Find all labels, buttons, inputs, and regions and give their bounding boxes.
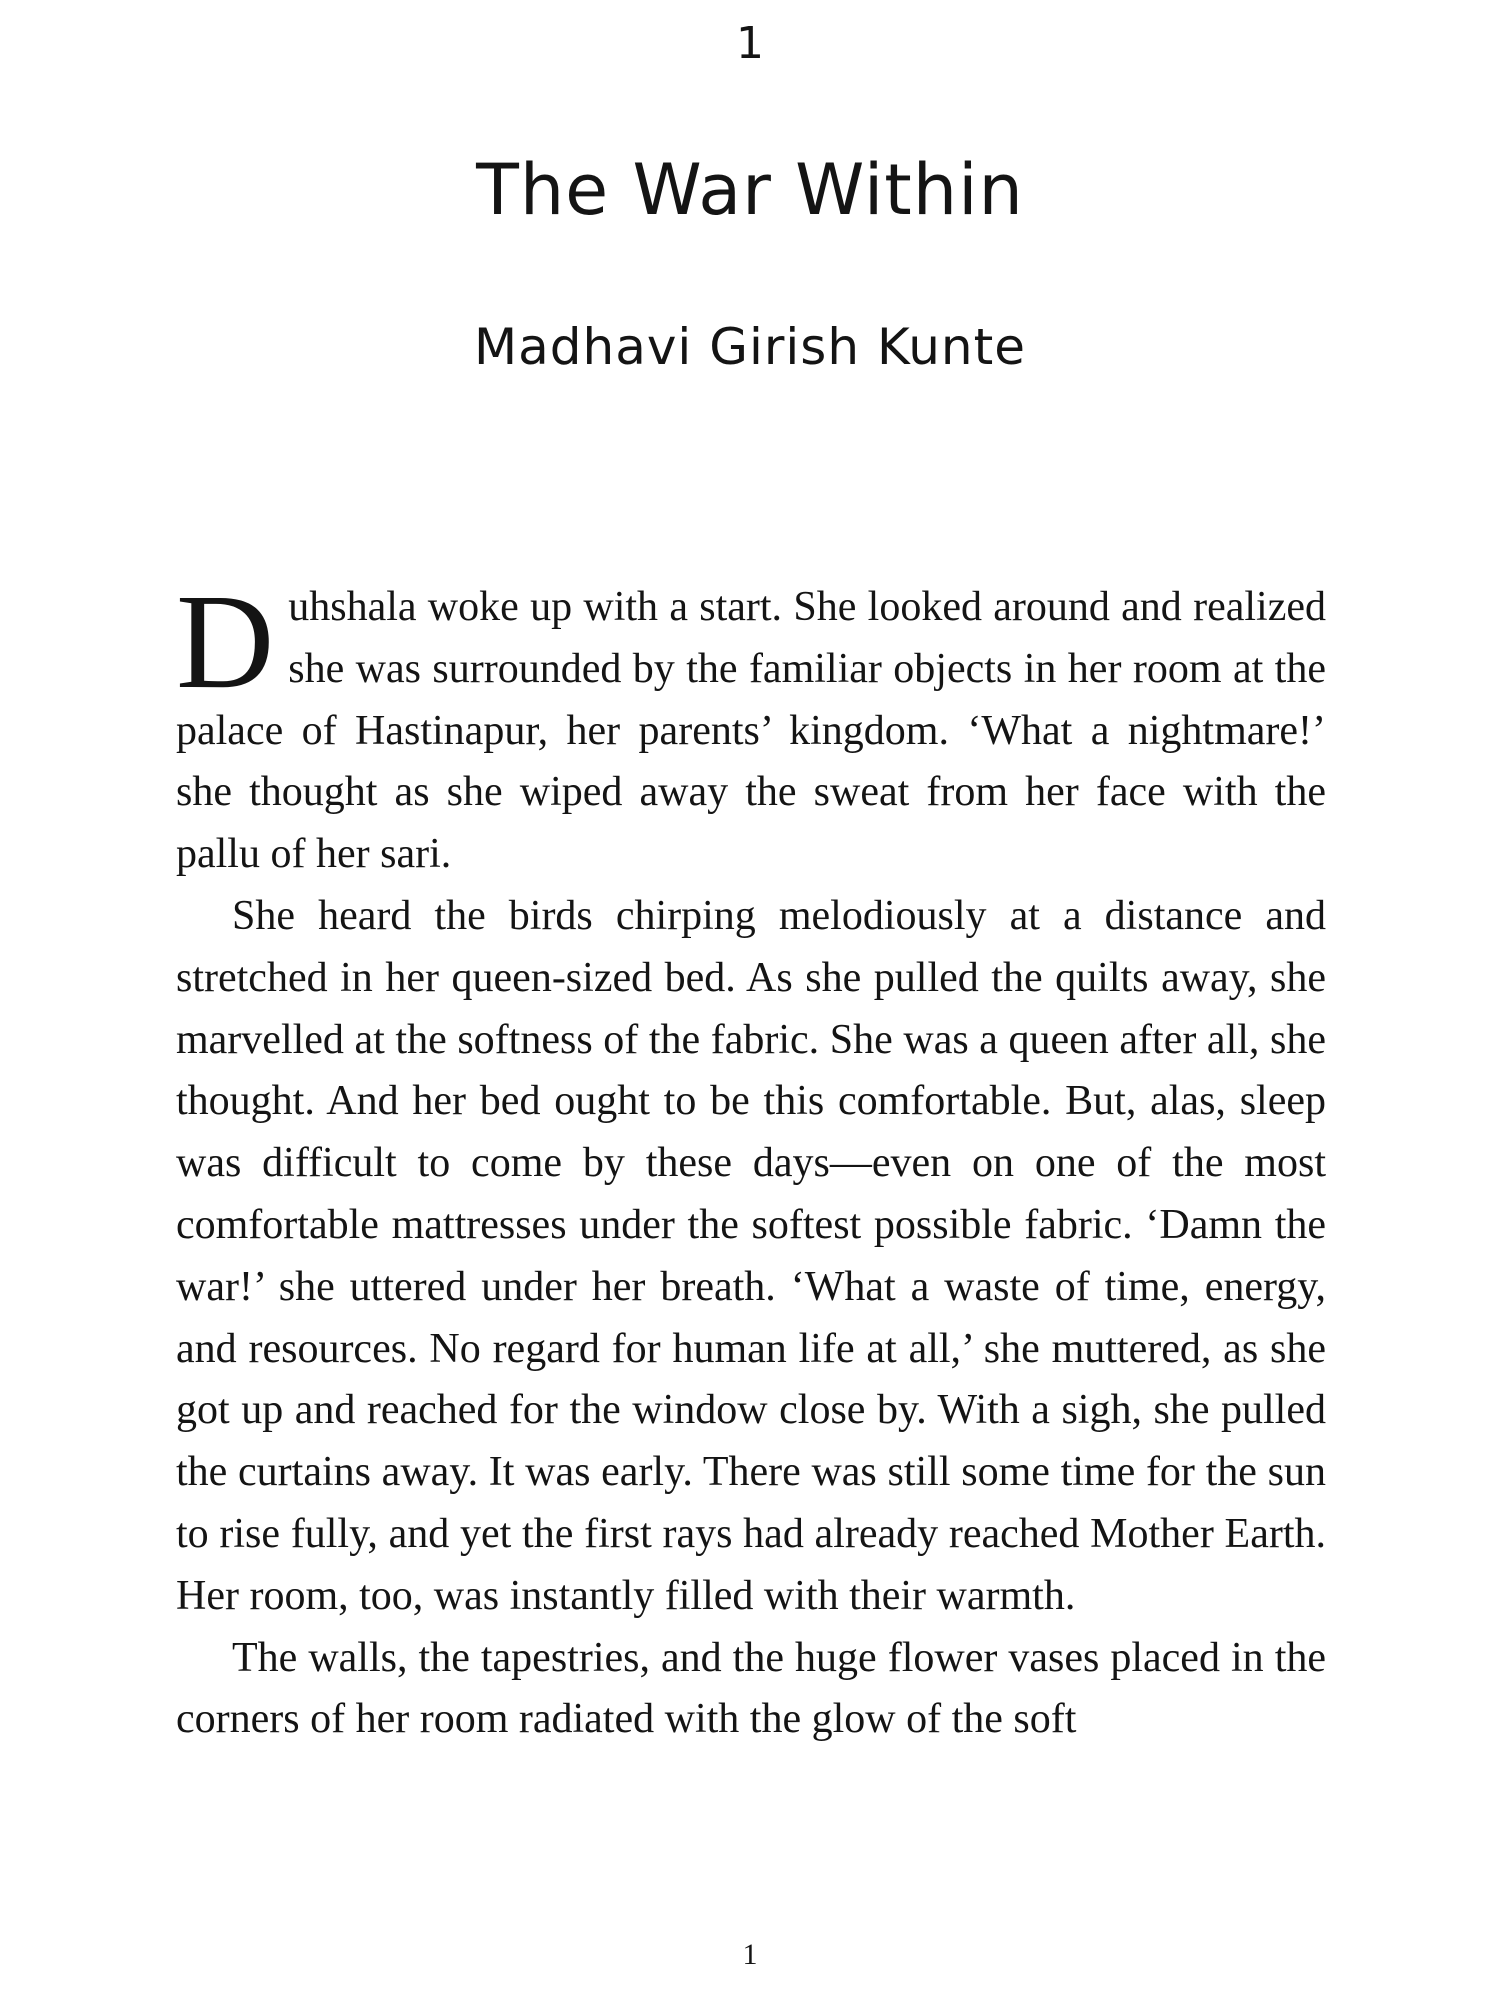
paragraph-3: The walls, the tapestries, and the huge flower vases placed in the corners of her room radiated with the glow of the soft	[176, 1634, 1326, 1743]
chapter-number: 1	[736, 18, 764, 69]
paragraph-1	[176, 567, 1326, 886]
paragraph-1-text: uhshala woke up with a start. She looked around and realized she was surrounded by the familiar objects in her room at the palace of Hastinapur, her parents’ kingdom. ‘What a nightmare!’ she thought as she wiped away the sweat from her face with the pallu of her sari.	[176, 584, 1326, 878]
chapter-author: Madhavi Girish Kunte	[474, 318, 1026, 376]
paragraph-2: She heard the birds chirping melodiously at a distance and stretched in her queen-sized bed. As she pulled the quilts away, she marvelled at the softness of the fabric. She was a queen after all, she thought. And her bed ought to be this comfortable. But, alas, sleep was difficult to come by these days—even on one of the most comfortable mattresses under the softest possible fabric. ‘Damn the war!’ she uttered under her breath. ‘What a waste of time, energy, and resources. No regard for human life at all,’ she muttered, as she got up and reached for the window close by. With a sigh, she pulled the curtains away. It was early. There was still some time for the sun to rise fully, and yet the first rays had already reached Mother Earth. Her room, too, was instantly filled with their warmth.	[176, 892, 1326, 1619]
chapter-title: The War Within	[476, 149, 1024, 231]
page-folio: 1	[742, 1938, 758, 1971]
body-text	[176, 567, 1326, 1751]
drop-cap: D	[176, 567, 275, 717]
